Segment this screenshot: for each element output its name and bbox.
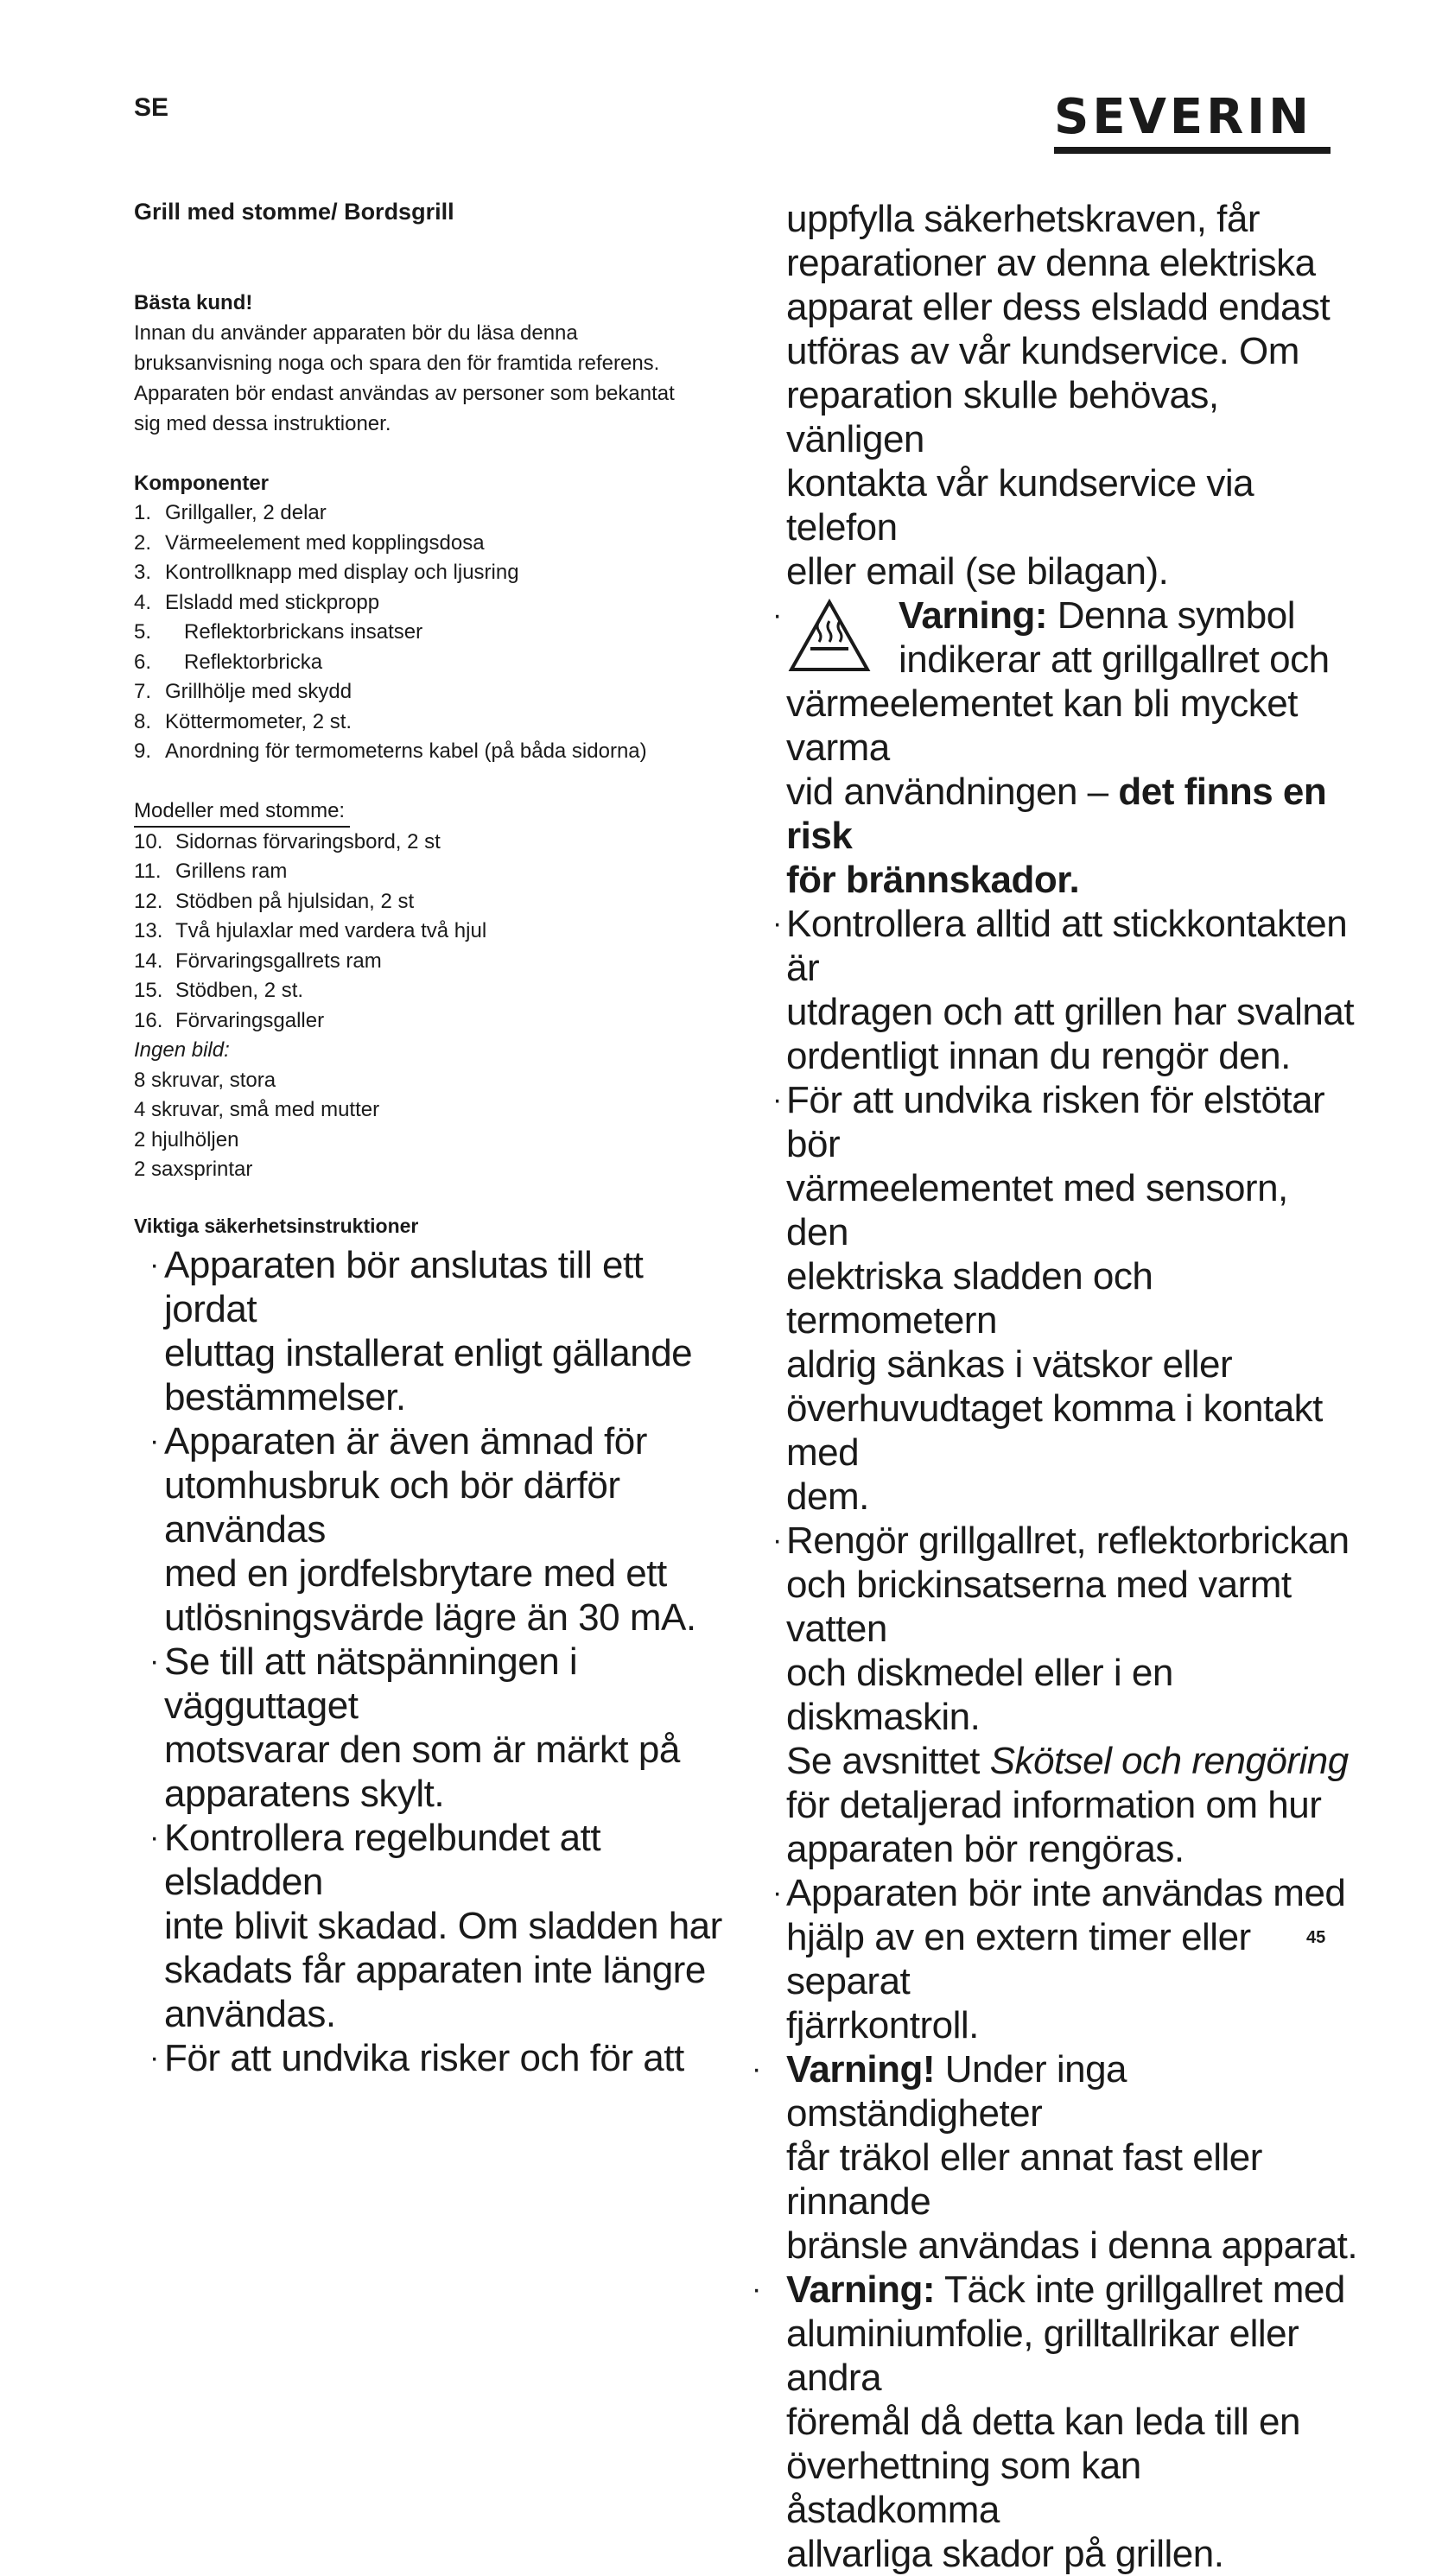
page-number: 45 <box>1306 1928 1326 1947</box>
list-item: 10. Sidornas förvaringsbord, 2 st <box>134 829 441 853</box>
section-reference: Skötsel och rengöring <box>989 1740 1349 1782</box>
no-image-label: Ingen bild: <box>134 1038 230 1062</box>
intro-line: bruksanvisning noga och spara den för framtida referens. <box>134 352 660 375</box>
no-image-item: 2 saxsprintar <box>134 1158 253 1181</box>
bullet-icon: · <box>772 907 782 940</box>
hot-surface-icon <box>788 599 871 673</box>
bullet-icon: · <box>772 1083 782 1116</box>
left-column <box>134 199 730 2080</box>
bullet-item: · Varning! Under inga omständigheter får träkol eller annat fast eller rinnande bränsle användas i denna apparat. <box>752 2048 1358 2267</box>
continued-text: uppfylla säkerhetskraven, får reparationer av denna elektriska apparat eller dess elsladd endast utföras av vår kundservice. Om reparation skulle behövas, vänligen kontakta vår kundservice via telefon eller email (se bilagan). <box>786 198 1331 593</box>
components-list <box>134 498 730 767</box>
list-item: 8. Köttermometer, 2 st. <box>134 709 352 733</box>
bullet-item: · Kontrollera alltid att stickkontakten är utdragen och att grillen har svalnat ordentligt innan du rengör den. <box>772 903 1355 1077</box>
intro-section <box>134 288 730 439</box>
models-list <box>134 828 730 1037</box>
brand-logo <box>1054 89 1331 154</box>
bullet-item: · Apparaten är även ämnad för utomhusbruk och bör därför användas med en jordfelsbrytare med ett utlösningsvärde lägre än 30 mA. <box>149 1419 696 1639</box>
warning-label: Varning: <box>899 594 1048 637</box>
no-image-item: 8 skruvar, stora <box>134 1068 276 1092</box>
greeting: Bästa kund! <box>134 291 253 314</box>
list-item: 6. Reflektorbricka <box>134 650 323 674</box>
bullet-item: · Apparaten bör anslutas till ett jordat eluttag installerat enligt gällande bestämmelser. <box>149 1243 693 1418</box>
safety-bullets <box>134 1243 730 2080</box>
no-image-item: 2 hjulhöljen <box>134 1127 239 1152</box>
list-item: 12. Stödben på hjulsidan, 2 st <box>134 889 415 913</box>
bullet-icon: · <box>772 1876 782 1909</box>
intro-line: Apparaten bör endast användas av personer som bekantat <box>134 382 675 405</box>
bullet-item: · Varning: Täck inte grillgallret med aluminiumfolie, grilltallrikar eller andra föremål då detta kan leda till en överhettning som kan åstadkomma allvarliga skador på grillen. <box>752 2268 1345 2575</box>
brand-name: SEVERIN <box>1054 89 1313 145</box>
bullet-icon: · <box>149 1247 159 1281</box>
bullet-item: · För att undvika risken för elstötar bör värmeelementet med sensorn, den elektriska sladden och termometern aldrig sänkas i vätskor eller överhuvudtaget komma i kontakt med dem. <box>772 1079 1325 1518</box>
page-title: Grill med stomme/ Bordsgrill <box>134 199 454 225</box>
warning-label: Varning: <box>786 2268 936 2311</box>
warning-label: Varning! <box>786 2048 936 2091</box>
list-item: 14. Förvaringsgallrets ram <box>134 949 382 973</box>
bullet-icon: · <box>752 2053 761 2085</box>
components-heading: Komponenter <box>134 472 269 495</box>
list-item: 1. Grillgaller, 2 delar <box>134 501 327 524</box>
list-item: 13. Två hjulaxlar med vardera två hjul <box>134 919 487 942</box>
list-item: 9. Anordning för termometerns kabel (på båda sidorna) <box>134 739 647 763</box>
bullet-icon: · <box>772 1524 782 1557</box>
hot-surface-warning: · Varning: Denna symbol indikerar att grillgallret och värmeelementet kan bli mycket varma vid användningen – det finns en risk för brännskador. <box>772 594 1330 901</box>
bullet-icon: · <box>752 2273 761 2306</box>
list-item: 5. Reflektorbrickans insatser <box>134 620 423 644</box>
list-item: 16. Förvaringsgaller <box>134 1008 325 1032</box>
intro-line: sig med dessa instruktioner. <box>134 412 391 435</box>
bullet-icon: · <box>149 1644 159 1678</box>
bullet-icon: · <box>149 2040 159 2074</box>
bullet-item: · Kontrollera regelbundet att elsladden inte blivit skadad. Om sladden har skadats får apparaten inte längre användas. <box>149 1816 722 2035</box>
safety-heading: Viktiga säkerhetsinstruktioner <box>134 1214 419 1237</box>
language-code: SE <box>134 93 169 122</box>
bullet-item: · För att undvika risker och för att <box>149 2036 684 2079</box>
list-item: 11. Grillens ram <box>134 860 288 883</box>
intro-line: Innan du använder apparaten bör du läsa denna <box>134 321 578 345</box>
right-column <box>752 197 1358 2576</box>
list-item: 4. Elsladd med stickpropp <box>134 590 380 614</box>
bullet-icon: · <box>149 1820 159 1854</box>
list-item: 3. Kontrollknapp med display och ljusring <box>134 561 519 584</box>
bullet-icon: · <box>772 599 782 631</box>
bullet-item: · Rengör grillgallret, reflektorbrickan och brickinsatserna med varmt vatten och diskmedel eller i en diskmaskin. Se avsnittet Skötsel och rengöring för detaljerad information om hur apparaten bör rengöras. <box>772 1520 1350 1870</box>
list-item: 15. Stödben, 2 st. <box>134 979 304 1002</box>
list-item: 7. Grillhölje med skydd <box>134 680 352 703</box>
logo-underline <box>1054 147 1331 154</box>
bullet-item: · Se till att nätspänningen i vägguttaget motsvarar den som är märkt på apparatens skylt. <box>149 1640 680 1815</box>
models-heading: Modeller med stomme: <box>134 796 350 828</box>
no-image-item: 4 skruvar, små med mutter <box>134 1098 380 1121</box>
bullet-icon: · <box>149 1424 159 1457</box>
bullet-item: · Apparaten bör inte användas med hjälp av en extern timer eller separat fjärrkontroll. <box>772 1872 1346 2046</box>
list-item: 2. Värmeelement med kopplingsdosa <box>134 530 485 555</box>
